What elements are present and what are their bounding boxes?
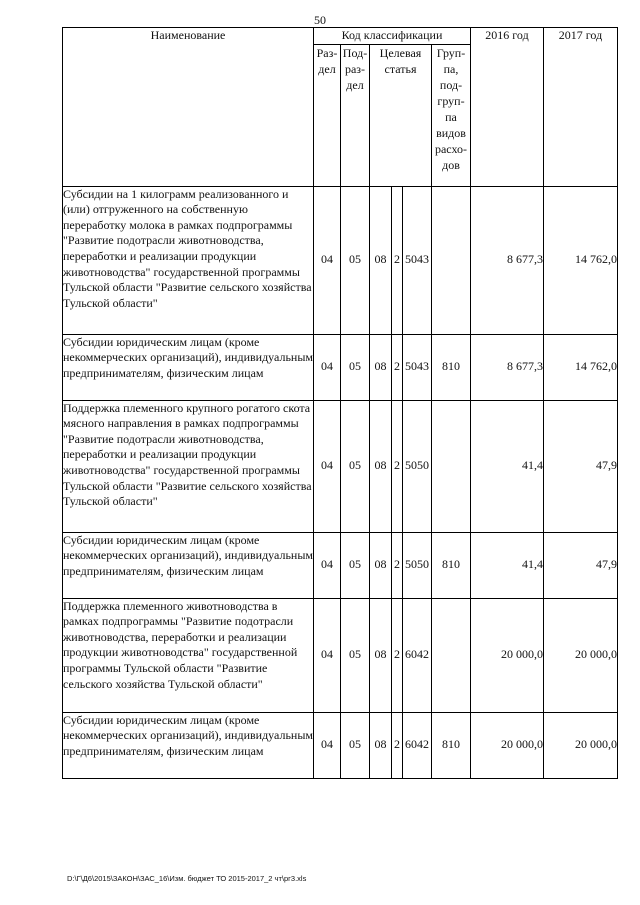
- row-name: Субсидии юридическим лицам (кроме некоммерческих организаций), индивидуальным предпринимателям, физическим лицам: [63, 532, 314, 598]
- row-subsection: 05: [341, 598, 370, 712]
- row-target-code: 6042: [403, 712, 432, 778]
- table-row: [63, 400, 618, 532]
- row-section: 04: [314, 712, 341, 778]
- row-name: Субсидии юридическим лицам (кроме некоммерческих организаций), индивидуальным предпринимателям, физическим лицам: [63, 712, 314, 778]
- row-subsection: 05: [341, 400, 370, 532]
- header-classification: Код классификации: [314, 28, 471, 45]
- table-row: [63, 712, 618, 778]
- row-target-program: 08: [370, 532, 392, 598]
- row-target-code: 5043: [403, 186, 432, 334]
- header-target-article: Целевая статья: [370, 44, 432, 186]
- row-target-code: 5050: [403, 532, 432, 598]
- row-amount-2016: 8 677,3: [471, 186, 544, 334]
- row-amount-2017: 14 762,0: [544, 186, 618, 334]
- row-name: Субсидии юридическим лицам (кроме некоммерческих организаций), индивидуальным предпринимателям, физическим лицам: [63, 334, 314, 400]
- row-amount-2017: 20 000,0: [544, 598, 618, 712]
- row-expense-group: [432, 598, 471, 712]
- row-section: 04: [314, 334, 341, 400]
- row-name: Поддержка племенного крупного рогатого скота мясного направления в рамках подпрограммы "Развитие подотрасли животноводства, переработки и реализации продукции животноводства" государственной программы Тульской области "Развитие сельского хозяйства Тульской области": [63, 400, 314, 532]
- row-target-program: 08: [370, 400, 392, 532]
- row-amount-2017: 47,9: [544, 400, 618, 532]
- row-target-program: 08: [370, 186, 392, 334]
- page-number: 50: [314, 13, 326, 27]
- row-target-code: 5043: [403, 334, 432, 400]
- row-expense-group: 810: [432, 334, 471, 400]
- row-subsection: 05: [341, 532, 370, 598]
- header-2017: 2017 год: [544, 28, 618, 187]
- row-subsection: 05: [341, 334, 370, 400]
- row-section: 04: [314, 598, 341, 712]
- row-expense-group: [432, 186, 471, 334]
- header-section: Раз-дел: [314, 44, 341, 186]
- row-amount-2016: 20 000,0: [471, 712, 544, 778]
- row-target-subprogram: 2: [392, 532, 403, 598]
- row-expense-group: 810: [432, 712, 471, 778]
- row-expense-group: [432, 400, 471, 532]
- table-row: [63, 334, 618, 400]
- row-target-subprogram: 2: [392, 598, 403, 712]
- row-amount-2016: 20 000,0: [471, 598, 544, 712]
- row-amount-2017: 47,9: [544, 532, 618, 598]
- row-target-program: 08: [370, 598, 392, 712]
- table-row: [63, 186, 618, 334]
- row-target-code: 6042: [403, 598, 432, 712]
- row-section: 04: [314, 186, 341, 334]
- table-row: [63, 598, 618, 712]
- budget-table: [62, 27, 618, 779]
- header-expense-group: Груп-па, под-груп-па видов расхо-дов: [432, 44, 471, 186]
- row-expense-group: 810: [432, 532, 471, 598]
- row-target-program: 08: [370, 712, 392, 778]
- row-target-subprogram: 2: [392, 400, 403, 532]
- row-name: Субсидии на 1 килограмм реализованного и (или) отгруженного на собственную переработку молока в рамках подпрограммы "Развитие подотрасли животноводства, переработки и реализации продукции животноводства" государственной программы Тульской области "Развитие сельского хозяйства Тульской области": [63, 186, 314, 334]
- header-subsection: Под-раз-дел: [341, 44, 370, 186]
- row-target-subprogram: 2: [392, 334, 403, 400]
- row-target-subprogram: 2: [392, 186, 403, 334]
- row-amount-2017: 14 762,0: [544, 334, 618, 400]
- row-amount-2016: 41,4: [471, 400, 544, 532]
- row-section: 04: [314, 532, 341, 598]
- row-subsection: 05: [341, 712, 370, 778]
- row-target-code: 5050: [403, 400, 432, 532]
- header-2016: 2016 год: [471, 28, 544, 187]
- row-section: 04: [314, 400, 341, 532]
- table-row: [63, 532, 618, 598]
- header-name: Наименование: [63, 28, 314, 187]
- row-subsection: 05: [341, 186, 370, 334]
- footer-file-path: D:\Г\Д6\2015\ЗАКОН\ЗАС_16\Изм. бюджет ТО 2015-2017_2 чт\рг3.xls: [67, 874, 307, 883]
- row-amount-2016: 8 677,3: [471, 334, 544, 400]
- table-header: [63, 28, 618, 187]
- row-amount-2016: 41,4: [471, 532, 544, 598]
- row-amount-2017: 20 000,0: [544, 712, 618, 778]
- row-target-program: 08: [370, 334, 392, 400]
- row-target-subprogram: 2: [392, 712, 403, 778]
- row-name: Поддержка племенного животноводства в рамках подпрограммы "Развитие подотрасли животноводства, переработки и реализации продукции животноводства" государственной программы Тульской области "Развитие сельского хозяйства Тульской области": [63, 598, 314, 712]
